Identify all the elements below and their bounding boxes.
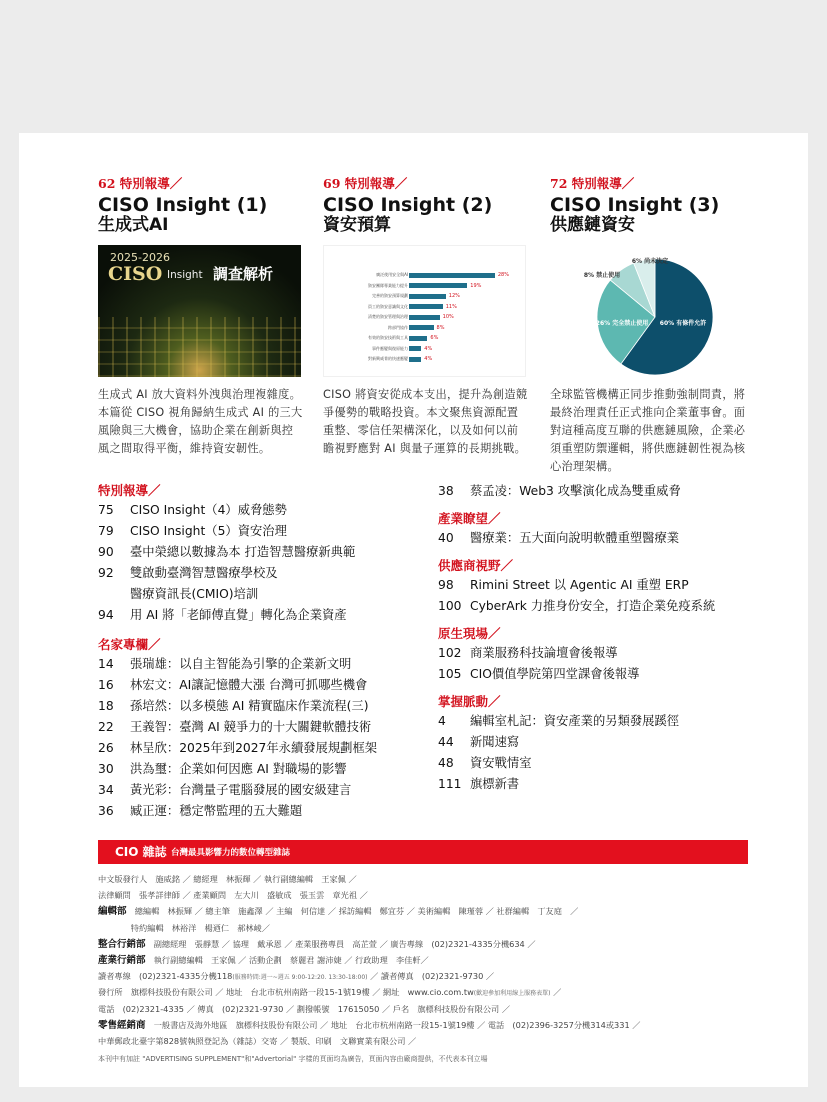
toc-right <box>438 481 758 795</box>
toc-left <box>98 481 418 822</box>
toc-item[interactable]: 90 臺中榮總以數據為本 打造智慧醫療新典範 <box>98 545 356 559</box>
toc-item[interactable]: 30 洪為璽：企業如何因應 AI 對職場的影響 <box>98 762 347 776</box>
credit-line: 中文版發行人 施威銘 ／ 總經理 林振輝 ／ 執行副總編輯 王家佩 ／ <box>98 874 357 884</box>
toc-item[interactable]: 14 張瑞雄：以自主智能為引擎的企業新文明 <box>98 657 352 671</box>
bar-row <box>324 325 526 331</box>
cover-label: 調查解析 <box>213 265 274 283</box>
article-kicker: 69 特別報導／ <box>323 176 408 191</box>
bar-value-label: 11% <box>445 303 457 310</box>
article-subtitle: 資安預算 <box>323 215 391 235</box>
article-kicker: 62 特別報導／ <box>98 176 183 191</box>
bar-mark <box>409 315 440 320</box>
circuit-pattern <box>98 317 301 377</box>
toc-item[interactable]: 111 旗標新書 <box>438 777 520 791</box>
toc-item[interactable]: 40 醫療業：五大面向說明軟體重塑醫療業 <box>438 531 680 545</box>
credit-line: 特約編輯 林裕洋 楊迺仁 郝林崚／ <box>98 922 270 933</box>
bar-category-label: 資安團隊專業能力提升 <box>368 282 408 288</box>
article-kicker: 72 特別報導／ <box>550 176 635 191</box>
pie-slice-label: 6% 尚未決定 <box>631 258 669 265</box>
bar-category-label: 廣泛使用安全與AI <box>376 272 408 277</box>
toc-item[interactable]: 102 商業服務科技論壇會後報導 <box>438 646 618 660</box>
featured-article-1[interactable] <box>98 174 303 458</box>
toc-item[interactable]: 94 用 AI 將「老師傅直覺」轉化為企業資產 <box>98 608 347 622</box>
article-description: 全球監管機構正同步推動強制問責，將最終治理責任正式推向企業董事會。面對這種高度互聯的供應鏈風險，企業必須重塑防禦邏輯，將供應鏈韌性視為核心治理架構。 <box>550 388 746 473</box>
bar-value-label: 28% <box>497 272 509 278</box>
article-subtitle: 生成式AI <box>98 215 169 235</box>
bar-category-label: 跨部門協作 <box>388 324 408 330</box>
bar-value-label: 8% <box>436 324 445 331</box>
bar-value-label: 4% <box>424 345 433 352</box>
toc-item[interactable]: 100 CyberArk 力推身份安全，打造企業免疫系統 <box>438 599 716 613</box>
bar-mark <box>409 336 427 341</box>
bar-row <box>324 272 526 278</box>
bar-row <box>324 304 526 310</box>
bar-mark <box>409 283 467 288</box>
ciso-cover-image <box>98 245 301 377</box>
masthead-tagline: 台灣最具影響力的數位轉型雜誌 <box>171 848 291 858</box>
bar-row <box>324 335 526 341</box>
toc-item[interactable]: 16 林宏文：AI讓記憶體大漲 台灣可抓哪些機會 <box>98 678 368 692</box>
credit-line: 法律顧問 張孝詳律師 ／ 產業顧問 左大川 盛敏成 張玉雲 章光祖 ／ <box>98 890 368 901</box>
bar-row <box>324 314 526 320</box>
bar-category-label: 清楚的資安管理與治理 <box>368 314 408 319</box>
credit-line: 中華郵政北臺字第828號執照登記為（雜誌）交寄 ／ 製版、印刷 文聯實業有限公司 ／ <box>98 1035 417 1046</box>
toc-item[interactable]: 36 臧正運：穩定幣監理的五大難題 <box>98 804 303 818</box>
toc-item[interactable]: 92 雙啟動臺灣智慧醫療學校及 <box>98 566 278 580</box>
featured-article-2[interactable] <box>323 174 528 458</box>
toc-item[interactable]: 22 王義智：臺灣 AI 競爭力的十大關鍵軟體技術 <box>98 720 372 734</box>
article-description: 生成式 AI 放大資料外洩與治理複雜度。本篇從 CISO 視角歸納生成式 AI 的三大風險與三大機會，協助企業在創新與控風之間取得平衡，維持資安韌性。 <box>98 388 303 455</box>
pie-slice-label: 60% 有條件允許 <box>659 320 707 327</box>
bar-mark <box>409 357 421 362</box>
article-title: CISO Insight (2) <box>323 194 493 216</box>
article-description: CISO 將資安從成本支出，提升為創造競爭優勢的戰略投資。本文聚焦資源配置重整、零信任架構深化，以及如何以前瞻視野應對 AI 與量子運算的長期挑戰。 <box>323 388 528 455</box>
credit-line: 電話 (02)2321-4335 ／ 傳真 (02)2321-9730 ／ 劃撥帳號 17615050 ／ 戶名 旗標科技股份有限公司 ／ <box>98 1003 511 1014</box>
bar-value-label: 12% <box>448 293 460 299</box>
bar-mark <box>409 304 443 309</box>
section-heading: 掌握脈動／ <box>438 694 501 709</box>
cover-brand: CISO <box>108 263 163 285</box>
toc-item[interactable]: 18 孫培然：以多模態 AI 精實臨床作業流程(三) <box>98 699 369 713</box>
credit-line: 編輯部 總編輯 林振輝 ／ 總主筆 施鑫澤 ／ 主編 何信達 ／ 採訪編輯 鄭宜芬 ／ 美術編輯 陳瑾蓉 ／ 社群編輯 丁友庭 ／ <box>98 906 579 918</box>
toc-item[interactable]: 44 新聞速寫 <box>438 735 520 749</box>
bar-mark <box>409 273 495 278</box>
bar-category-label: 事件應變與復原能力 <box>372 345 408 351</box>
credit-line: 產業行銷部 執行副總編輯 王家佩 ／ 活動企劃 蔡麗君 謝沛婕 ／ 行政助理 李佳軒／ <box>98 954 429 966</box>
article-subtitle: 供應鏈資安 <box>550 215 635 235</box>
pie-svg <box>550 245 753 377</box>
credit-line: 讀者專線 (02)2321-4335分機118(服務時間:週一~週五 9:00-12:20. 13:30-18:00) ／ 讀者傳真 (02)2321-9730 ／ <box>98 971 495 982</box>
bar-category-label: 對新興威脅的快速應變 <box>368 356 408 361</box>
bar-category-label: 完善的資安預算規劃 <box>372 293 408 298</box>
article-title: CISO Insight (1) <box>98 194 268 216</box>
toc-item[interactable]: 98 Rimini Street 以 Agentic AI 重塑 ERP <box>438 578 689 592</box>
masthead-banner <box>98 840 748 864</box>
toc-item-continued[interactable]: 醫療資訊長(CMIO)培訓 <box>130 587 259 601</box>
credit-line: 零售經銷商 一般書店及海外地區 旗標科技股份有限公司 ／ 地址 台北市杭州南路一段15-1號19樓 ／ 電話 (02)2396-3257分機314或331 ／ <box>98 1019 641 1031</box>
bar-mark <box>409 294 446 299</box>
bar-row <box>324 346 526 352</box>
bar-value-label: 10% <box>442 314 454 320</box>
credit-line: 整合行銷部 副總經理 張靜慧 ／ 協理 戴承恩 ／ 產業服務專員 高芷萱 ／ 廣告專線 (02)2321-4335分機634 ／ <box>98 938 536 950</box>
bar-value-label: 19% <box>470 282 482 289</box>
credit-line: 發行所 旗標科技股份有限公司 ／ 地址 台北市杭州南路一段15-1號19樓 ／ 網址 www.cio.com.tw(歡迎參加利用線上服務表單) ／ <box>98 987 562 998</box>
bar-mark <box>409 346 421 351</box>
section-heading: 名家專欄／ <box>98 637 161 652</box>
toc-item[interactable]: 79 CISO Insight（5）資安治理 <box>98 524 287 538</box>
toc-item[interactable]: 105 CIO價值學院第四堂課會後報導 <box>438 667 640 681</box>
bar-row <box>324 293 526 299</box>
article-title: CISO Insight (3) <box>550 194 720 216</box>
bar-row <box>324 356 526 362</box>
section-heading: 供應商視野／ <box>438 558 514 573</box>
toc-item[interactable]: 75 CISO Insight（4）威脅態勢 <box>98 503 287 517</box>
bar-category-label: 員工的資安意識與文化 <box>368 303 408 309</box>
bar-value-label: 6% <box>430 335 439 341</box>
cover-insight: Insight <box>167 269 203 281</box>
toc-item[interactable]: 38 蔡孟凌：Web3 攻擊演化成為雙重威脅 <box>438 484 681 498</box>
bar-category-label: 有效的資安技術與工具 <box>368 335 408 340</box>
pie-slice-label: 26% 完全禁止使用 <box>595 320 649 327</box>
supply-chain-pie-chart <box>550 245 753 377</box>
cover-year: 2025-2026 <box>110 251 170 264</box>
bar-row <box>324 283 526 289</box>
budget-bar-chart <box>323 245 526 377</box>
pie-slice-label: 8% 禁止使用 <box>583 272 621 279</box>
masthead-credits <box>98 871 758 1067</box>
advertising-note: 本刊中有加註 "ADVERTISING SUPPLEMENT"和"Advertorial" 字樣的頁面均為廣告，頁面內容由廠商提供，不代表本刊立場 <box>98 1055 488 1064</box>
toc-item[interactable]: 4 編輯室札記：資安產業的另類發展蹊徑 <box>438 714 680 728</box>
bar-value-label: 4% <box>424 356 433 362</box>
toc-item[interactable]: 48 資安戰情室 <box>438 756 532 770</box>
section-heading: 特別報導／ <box>98 483 161 498</box>
toc-item[interactable]: 34 黃光彩：台灣量子電腦發展的國安級建言 <box>98 783 352 797</box>
masthead-brand: CIO 雜誌 <box>115 845 167 859</box>
section-heading: 產業瞭望／ <box>438 511 501 526</box>
featured-article-3[interactable] <box>550 174 755 476</box>
bar-mark <box>409 325 434 330</box>
section-heading: 原生現場／ <box>438 626 501 641</box>
toc-item[interactable]: 26 林呈欣：2025年到2027年永續發展規劃框架 <box>98 741 378 755</box>
